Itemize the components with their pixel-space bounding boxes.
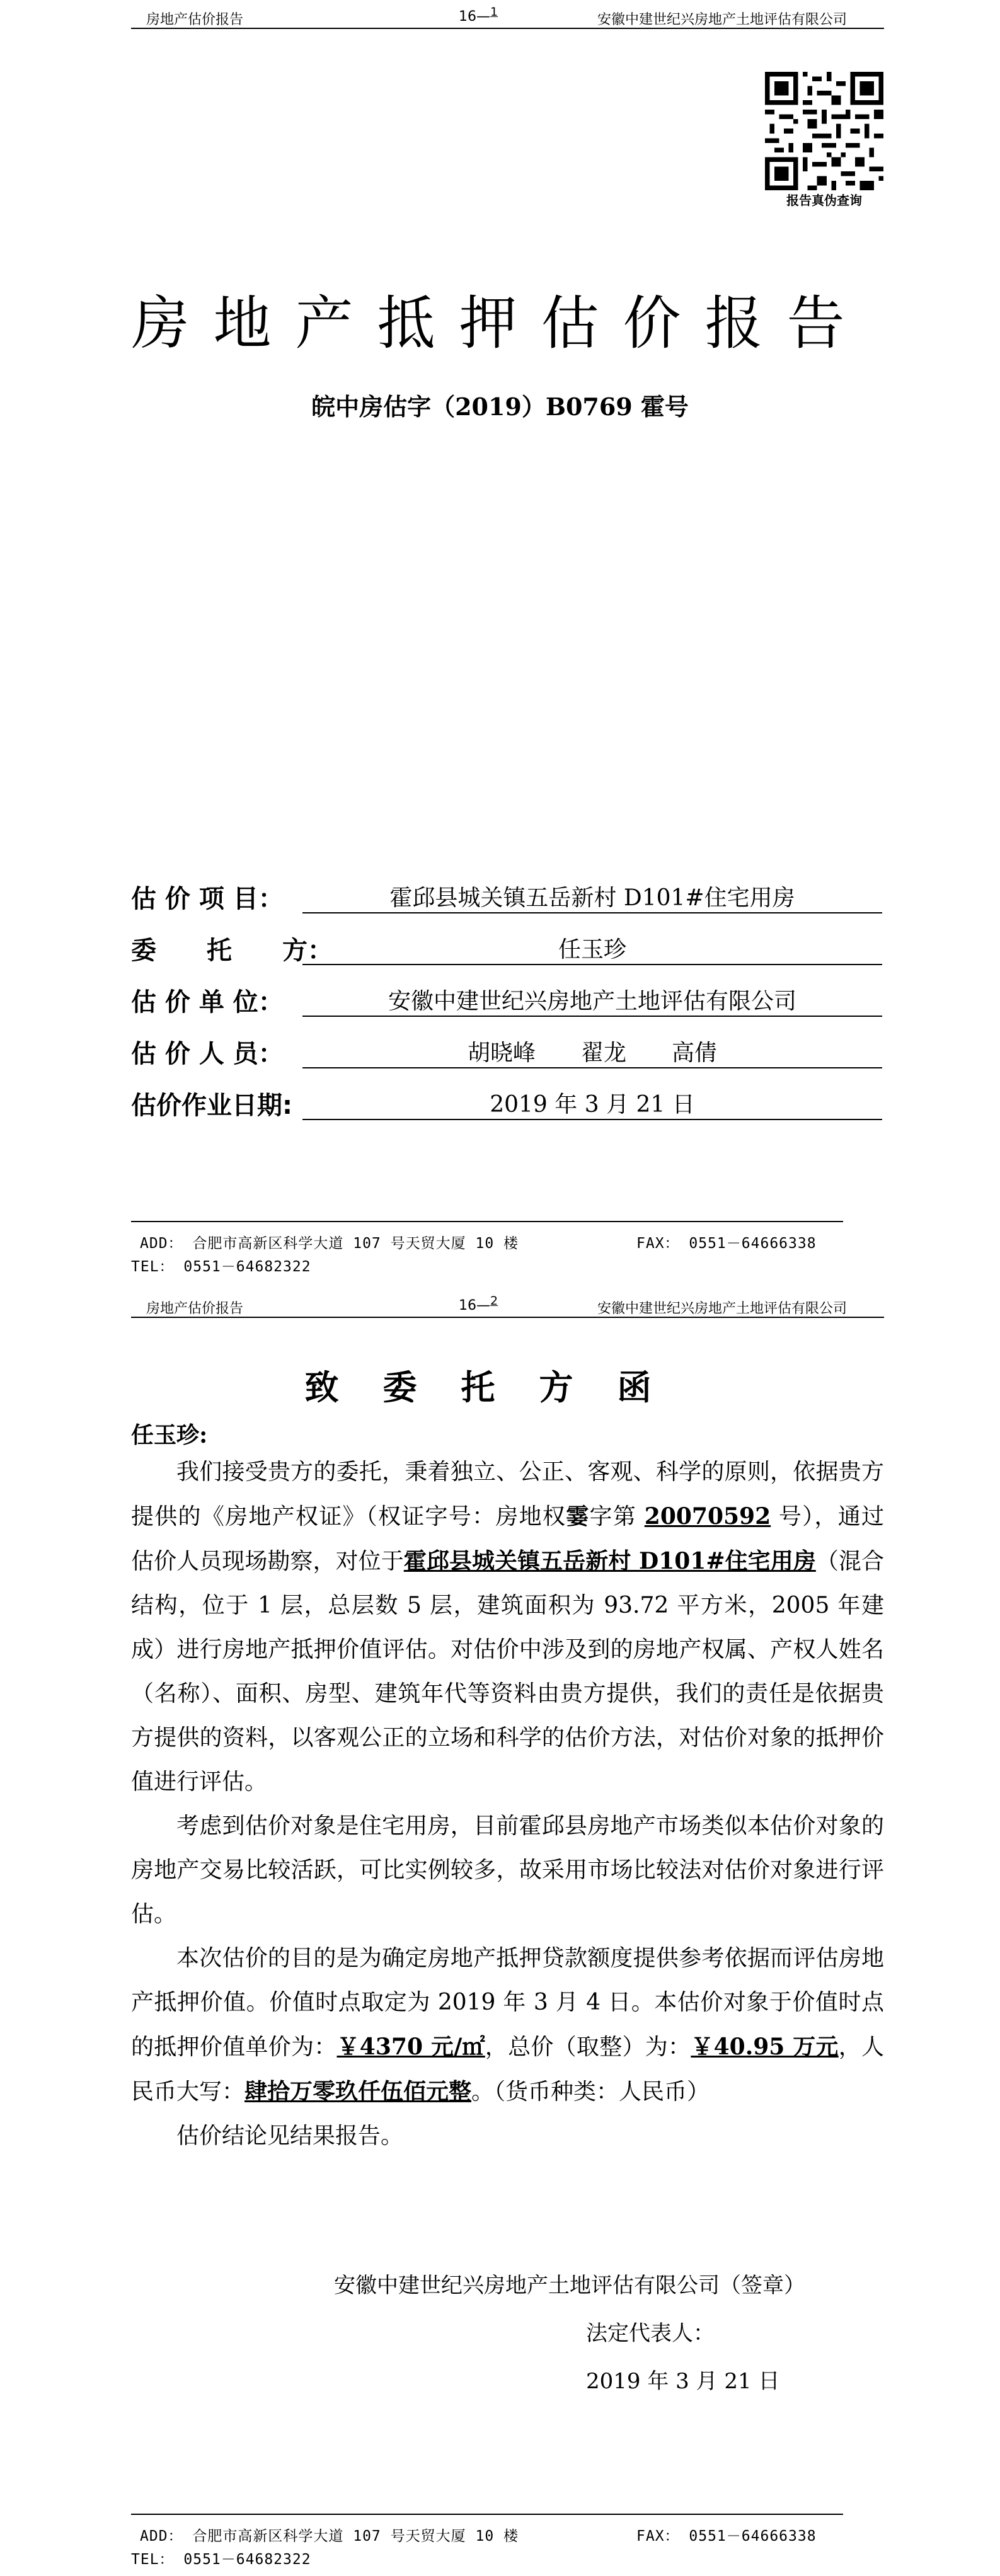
total-price: ￥40.95 万元 — [691, 2034, 839, 2060]
header-left: 房地产估价报告 — [146, 12, 244, 28]
cert-char: 霎 — [566, 1503, 590, 1530]
paragraph: 本次估价的目的是为确定房地产抵押贷款额度提供参考依据而评估房地产抵押价值。价值时点取定为 2019 年 3 月 4 日。本估价对象于价值时点的抵押价值单价为：￥4370 元/㎡，总价（取整）为：￥40.95 万元，人民币大写：肆拾万零玖仟伍佰元整。（货币种类：人民币） — [131, 1945, 884, 2105]
signature-company: 安徽中建世纪兴房地产土地评估有限公司（签章） — [334, 2273, 805, 2298]
footer-tel: TEL： 0551－64682322 — [131, 1259, 311, 1275]
cert-number: 20070592 — [644, 1503, 771, 1530]
footer-tel: TEL： 0551－64682322 — [131, 2551, 311, 2568]
footer-fax: FAX： 0551－64666338 — [636, 2528, 817, 2545]
field-underline — [302, 1016, 882, 1017]
page-label: 16— — [459, 9, 490, 25]
field-underline — [302, 1067, 882, 1068]
letter-body — [131, 1450, 884, 2158]
header-page-number — [459, 1294, 498, 1314]
field-label-appraiser-firm: 估 价 单 位： — [131, 988, 284, 1017]
field-underline — [302, 912, 882, 913]
page-num: 2 — [490, 1294, 498, 1308]
property-name: 霍邱县城关镇五岳新村 D101#住宅用房 — [403, 1548, 816, 1574]
footer-address: ADD： 合肥市高新区科学大道 107 号天贸大厦 10 楼 — [140, 2528, 519, 2545]
header-rule — [131, 28, 884, 29]
field-label-appraisers: 估 价 人 员： — [131, 1039, 284, 1068]
field-label-date: 估价作业日期: — [131, 1091, 292, 1120]
paragraph: 我们接受贵方的委托，秉着独立、公正、客观、科学的原则，依据贵方提供的《房地产权证》（权证字号：房地权霎字第 20070592 号），通过估价人员现场勘察，对位于霍邱县城关镇五岳新村 D101#住宅用房（混合结构，位于 1 层，总层数 5 层，建筑面积为 93.72 平方米，2005 年建成）进行房地产抵押价值评估。对估价中涉及到的房地产权属、产权人姓名（名称）、面积、房型、建筑年代等资料由贵方提供，我们的责任是依据贵方提供的资料，以客观公正的立场和科学的估价方法，对估价对象的抵押价值进行评估。 — [131, 1459, 884, 1795]
signature-representative: 法定代表人： — [586, 2321, 715, 2346]
footer-fax: FAX： 0551－64666338 — [636, 1235, 817, 1252]
letter-title: 致委托方函 — [304, 1367, 696, 1407]
header-left: 房地产估价报告 — [146, 1301, 244, 1317]
document-number: 皖中房估字（2019）B0769 霍号 — [311, 392, 689, 421]
field-underline — [302, 964, 882, 965]
field-value-client: 任玉珍 — [558, 937, 626, 963]
header-rule — [131, 1317, 884, 1318]
footer-address: ADD： 合肥市高新区科学大道 107 号天贸大厦 10 楼 — [140, 1235, 519, 1252]
total-price-words: 肆拾万零玖仟伍佰元整 — [244, 2078, 472, 2105]
qr-code-icon — [765, 72, 883, 190]
report-title: 房地产抵押估价报告 — [131, 290, 869, 357]
header-right: 安徽中建世纪兴房地产土地评估有限公司 — [597, 12, 848, 28]
unit-price: ￥4370 元/㎡ — [336, 2034, 485, 2060]
header-right: 安徽中建世纪兴房地产土地评估有限公司 — [597, 1301, 848, 1317]
footer-rule — [131, 1221, 843, 1222]
page-num: 1 — [490, 5, 498, 19]
field-label-project: 估 价 项 目： — [131, 884, 284, 913]
field-underline — [302, 1119, 882, 1120]
footer-rule — [131, 2514, 843, 2515]
qr-caption: 报告真伪查询 — [786, 193, 862, 208]
field-value-appraisers: 胡晓峰 翟龙 高倩 — [467, 1040, 717, 1066]
signature-date: 2019 年 3 月 21 日 — [586, 2369, 780, 2394]
header-page-number — [459, 5, 498, 25]
field-label-client: 委 托 方： — [131, 936, 333, 965]
page-label: 16— — [459, 1298, 490, 1314]
field-value-appraiser-firm: 安徽中建世纪兴房地产土地评估有限公司 — [388, 988, 796, 1014]
salutation: 任玉珍: — [131, 1422, 208, 1448]
paragraph: 考虑到估价对象是住宅用房，目前霍邱县房地产市场类似本估价对象的房地产交易比较活跃，可比实例较多，故采用市场比较法对估价对象进行评估。 — [131, 1813, 884, 1927]
field-value-date: 2019 年 3 月 21 日 — [490, 1092, 695, 1118]
field-value-project: 霍邱县城关镇五岳新村 D101#住宅用房 — [389, 885, 795, 911]
paragraph: 估价结论见结果报告。 — [176, 2123, 404, 2149]
